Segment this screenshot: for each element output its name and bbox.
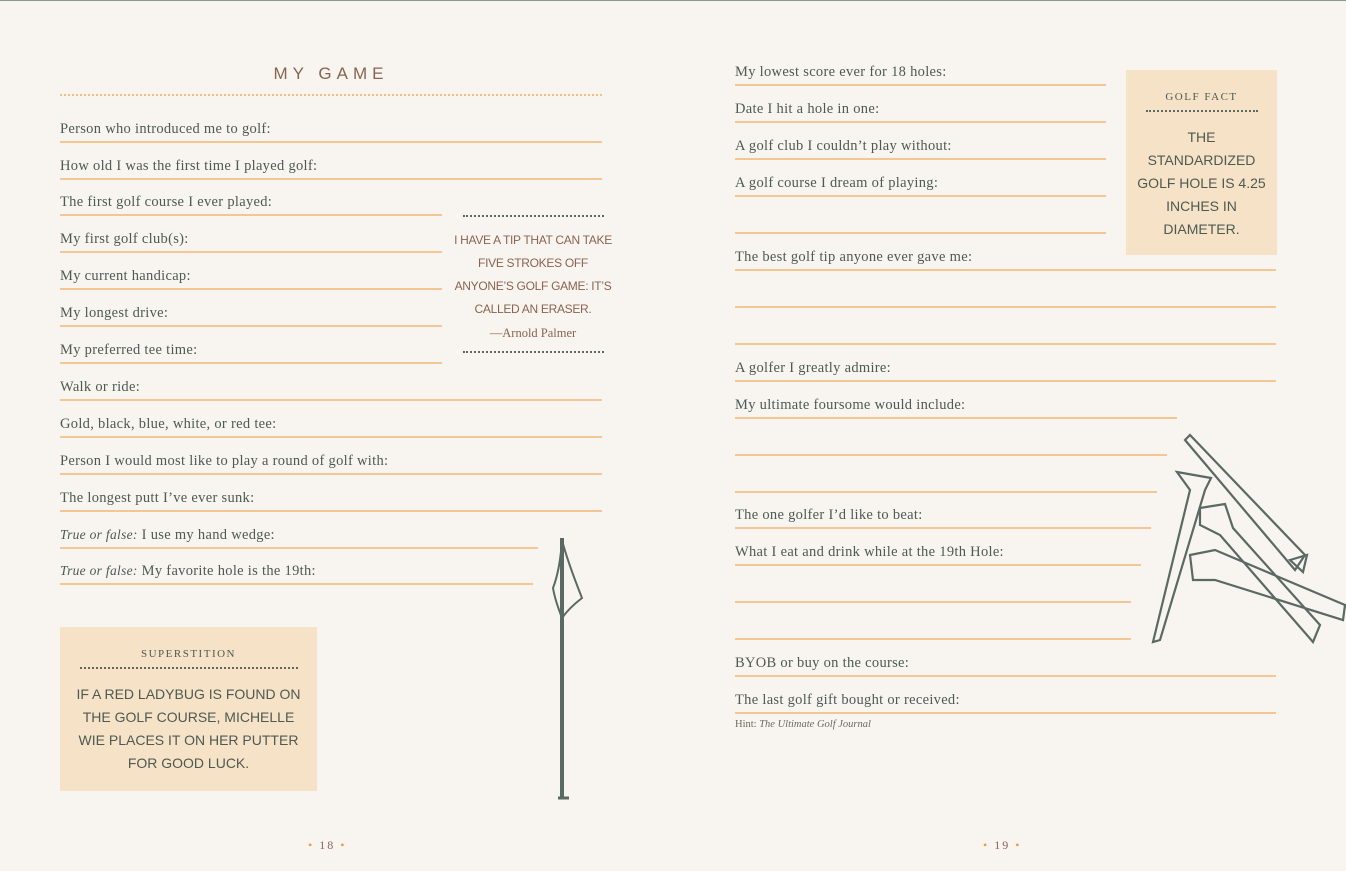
journal-prompt-line[interactable]: [60, 264, 442, 290]
prompt-label: My ultimate foursome would include:: [735, 397, 966, 413]
prompt-prefix: True or false:: [60, 563, 138, 578]
golf-tees-illustration: [1145, 430, 1346, 650]
journal-prompt-line[interactable]: [735, 540, 1141, 566]
prompt-label: My first golf club(s):: [60, 231, 189, 247]
journal-prompt-line[interactable]: [60, 412, 602, 438]
journal-prompt-line[interactable]: [735, 208, 1106, 234]
journal-prompt-line[interactable]: [60, 190, 442, 216]
prompt-label: Walk or ride:: [60, 379, 141, 395]
superstition-divider: [80, 667, 298, 669]
journal-prompt-line[interactable]: [60, 227, 442, 253]
prompt-label: The last golf gift bought or received:: [735, 692, 960, 708]
prompt-label: A golfer I greatly admire:: [735, 360, 891, 376]
quote-text: I HAVE A TIP THAT CAN TAKE FIVE STROKES OFF ANYONE’S GOLF GAME: IT’S CALLED AN ERASER.: [454, 233, 612, 316]
journal-prompt-line[interactable]: [60, 117, 602, 143]
quote-divider-top: [463, 215, 604, 217]
golf-flag-illustration: [545, 530, 590, 805]
journal-prompt-line[interactable]: [735, 171, 1106, 197]
bullet-icon: •: [308, 838, 315, 852]
golf-fact-heading: GOLF FACT: [1165, 91, 1238, 103]
golf-fact-text: THE STANDARDIZED GOLF HOLE IS 4.25 INCHES IN DIAMETER.: [1137, 129, 1266, 237]
golf-fact-divider: [1146, 110, 1258, 112]
journal-prompt-line[interactable]: [60, 523, 538, 549]
journal-prompt-line[interactable]: [735, 356, 1276, 382]
page-number-right: [983, 838, 1021, 853]
journal-prompt-line[interactable]: [735, 614, 1131, 640]
prompt-label: The one golfer I’d like to beat:: [735, 507, 923, 523]
superstition-box: [60, 627, 317, 791]
journal-prompt-line[interactable]: [735, 651, 1276, 677]
hint-prefix: Hint:: [735, 719, 760, 730]
journal-prompt-line[interactable]: [735, 134, 1106, 160]
journal-prompt-line[interactable]: [735, 430, 1167, 456]
journal-prompt-line[interactable]: [735, 282, 1276, 308]
prompt-label: A golf course I dream of playing:: [735, 175, 939, 191]
prompt-label: The longest putt I’ve ever sunk:: [60, 490, 255, 506]
title-divider: [60, 94, 602, 96]
bullet-icon: •: [1015, 838, 1022, 852]
bullet-icon: •: [340, 838, 347, 852]
quote-attribution: —Arnold Palmer: [489, 326, 577, 340]
prompt-prefix: True or false:: [60, 527, 138, 542]
page-number: 18: [319, 838, 336, 852]
journal-prompt-line[interactable]: [60, 301, 442, 327]
prompt-label: Person who introduced me to golf:: [60, 121, 271, 137]
prompt-label: What I eat and drink while at the 19th Hole:: [735, 544, 1004, 560]
journal-prompt-line[interactable]: [60, 338, 442, 364]
prompt-label: My preferred tee time:: [60, 342, 198, 358]
journal-prompt-line[interactable]: [60, 449, 602, 475]
prompt-label: My lowest score ever for 18 holes:: [735, 64, 947, 80]
journal-prompt-line[interactable]: [735, 467, 1157, 493]
journal-prompt-line[interactable]: [735, 97, 1106, 123]
pull-quote: [452, 215, 614, 353]
journal-prompt-line[interactable]: [735, 393, 1177, 419]
page-title: MY GAME: [273, 64, 389, 83]
prompt-label: The first golf course I ever played:: [60, 194, 273, 210]
journal-prompt-line[interactable]: [60, 559, 533, 585]
prompt-label: My current handicap:: [60, 268, 191, 284]
prompt-label: How old I was the first time I played golf:: [60, 158, 318, 174]
prompt-label: My longest drive:: [60, 305, 169, 321]
journal-prompt-line[interactable]: [60, 486, 602, 512]
hint-text: [735, 718, 871, 732]
page-number-left: [308, 838, 346, 853]
superstition-text: IF A RED LADYBUG IS FOUND ON THE GOLF COURSE, MICHELLE WIE PLACES IT ON HER PUTTER FOR GOOD LUCK.: [76, 686, 301, 771]
prompt-label: Date I hit a hole in one:: [735, 101, 880, 117]
journal-prompt-line[interactable]: [735, 503, 1151, 529]
prompt-label: I use my hand wedge:: [137, 527, 275, 543]
quote-divider-bottom: [463, 351, 604, 353]
journal-prompt-line[interactable]: [735, 688, 1276, 714]
journal-prompt-line[interactable]: [60, 154, 602, 180]
prompt-label: My favorite hole is the 19th:: [137, 563, 316, 579]
page-top-border: [0, 0, 1346, 1]
superstition-heading: SUPERSTITION: [140, 648, 236, 660]
journal-prompt-line[interactable]: [735, 319, 1276, 345]
page-number: 19: [994, 838, 1011, 852]
prompt-label: BYOB or buy on the course:: [735, 655, 910, 671]
prompt-label: The best golf tip anyone ever gave me:: [735, 249, 973, 265]
prompt-label: Gold, black, blue, white, or red tee:: [60, 416, 277, 432]
journal-prompt-line[interactable]: [735, 60, 1106, 86]
bullet-icon: •: [983, 838, 990, 852]
golf-fact-box: [1126, 70, 1277, 255]
journal-prompt-line[interactable]: [60, 375, 602, 401]
journal-prompt-line[interactable]: [735, 577, 1131, 603]
hint-book-title: The Ultimate Golf Journal: [759, 719, 871, 730]
prompt-label: Person I would most like to play a round of golf with:: [60, 453, 389, 469]
prompt-label: A golf club I couldn’t play without:: [735, 138, 952, 154]
